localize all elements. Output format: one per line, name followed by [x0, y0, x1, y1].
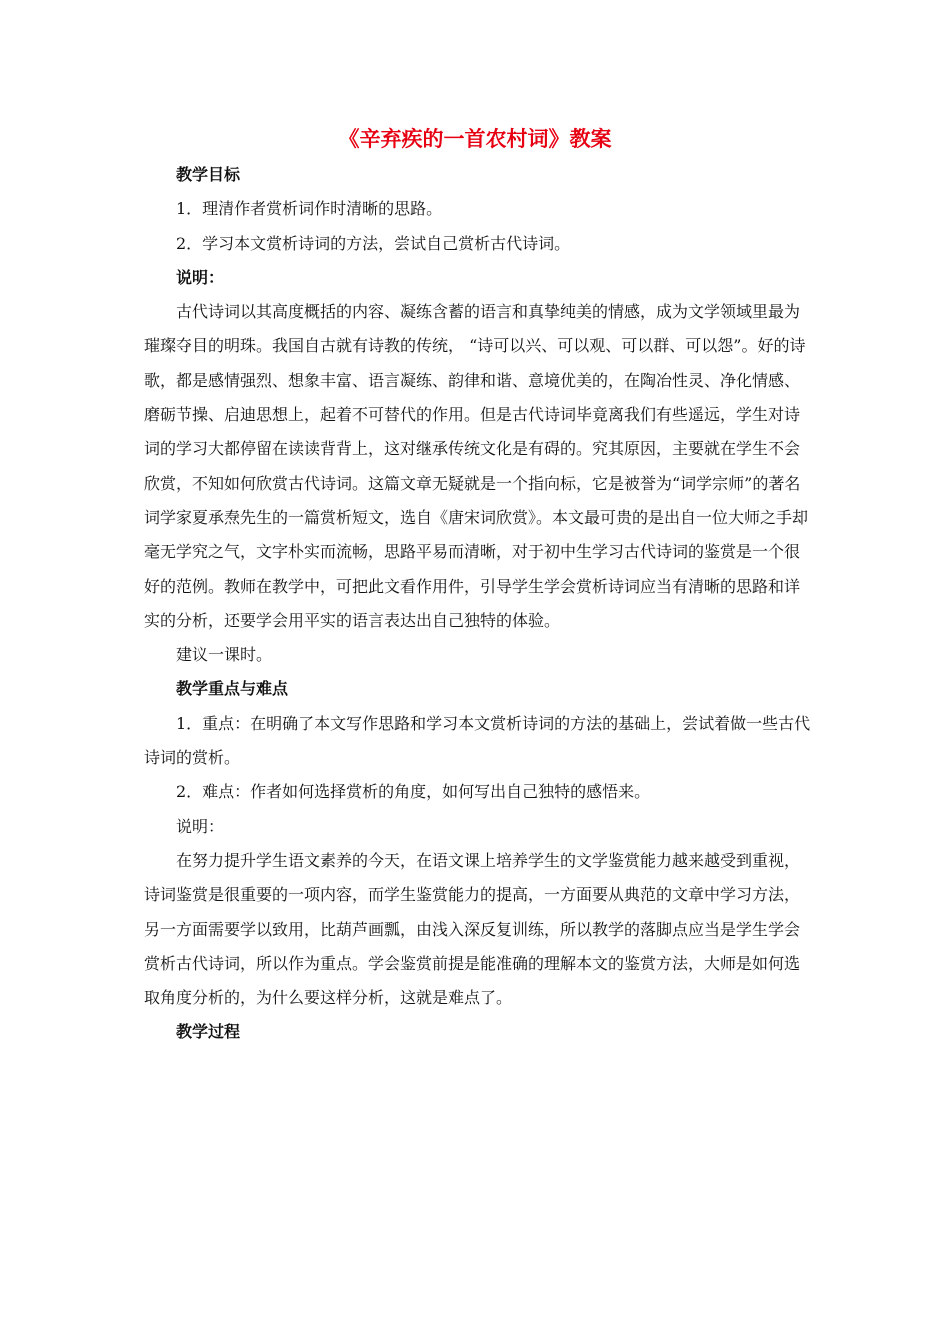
document-title: 《辛弃疾的一首农村词》教案	[338, 127, 612, 151]
note-paragraph: 古代诗词以其高度概括的内容、凝练含蓄的语言和真挚纯美的情感，成为文学领域里最为璀璨夺目的明珠。我国自古就有诗教的传统， “诗可以兴、可以观、可以群、可以怨”。好的诗歌，都是感情强烈、想象丰富、语言凝练、韵律和谐、意境优美的，在陶冶性灵、净化情感、磨砺节操、启迪思想上，起着不可替代的作用。但是古代诗词毕竟离我们有些遥远，学生对诗词的学习大都停留在读读背背上，这对继承传统文化是有碍的。究其原因，主要就在学生不会欣赏，不知如何欣赏古代诗词。这篇文章无疑就是一个指向标，它是被誉为“词学宗师”的著名词学家夏承焘先生的一篇赏析短文，选自《唐宋词欣赏》。本文最可贵的是出自一位大师之手却毫无学究之气，文字朴实而流畅，思路平易而清晰，对于初中生学习古代诗词的鉴赏是一个很好的范例。教师在教学中，可把此文看作用件，引导学生学会赏析诗词应当有清晰的思路和详实的分析，还要学会用平实的语言表达出自己独特的体验。	[144, 302, 809, 630]
section-heading-goals: 教学目标	[176, 165, 241, 184]
section-heading-process: 教学过程	[176, 1022, 241, 1042]
key-point-item: 2．难点：作者如何选择赏析的角度，如何写出自己独特的感悟来。	[176, 782, 651, 802]
suggestion-text: 建议一课时。	[176, 645, 273, 665]
note-heading: 说明：	[176, 267, 225, 287]
document-body	[144, 158, 812, 1050]
note-heading-2: 说明：	[176, 816, 225, 836]
goal-item: 1．理清作者赏析词作时清晰的思路。	[176, 199, 443, 219]
key-point-item: 1．重点：在明确了本文写作思路和学习本文赏析诗词的方法的基础上，尝试着做一些古代诗词的赏析。	[144, 713, 811, 768]
note-paragraph-2: 在努力提升学生语文素养的今天，在语文课上培养学生的文学鉴赏能力越来越受到重视，诗词鉴赏是很重要的一项内容，而学生鉴赏能力的提高，一方面要从典范的文章中学习方法，另一方面需要学以致用，比葫芦画瓢，由浅入深反复训练，所以教学的落脚点应当是学生学会赏析古代诗词，所以作为重点。学会鉴赏前提是能准确的理解本文的鉴赏方法，大师是如何选取角度分析的，为什么要这样分析，这就是难点了。	[144, 850, 801, 1008]
goal-item: 2．学习本文赏析诗词的方法，尝试自己赏析古代诗词。	[176, 233, 571, 253]
section-heading-key-points: 教学重点与难点	[176, 679, 289, 699]
